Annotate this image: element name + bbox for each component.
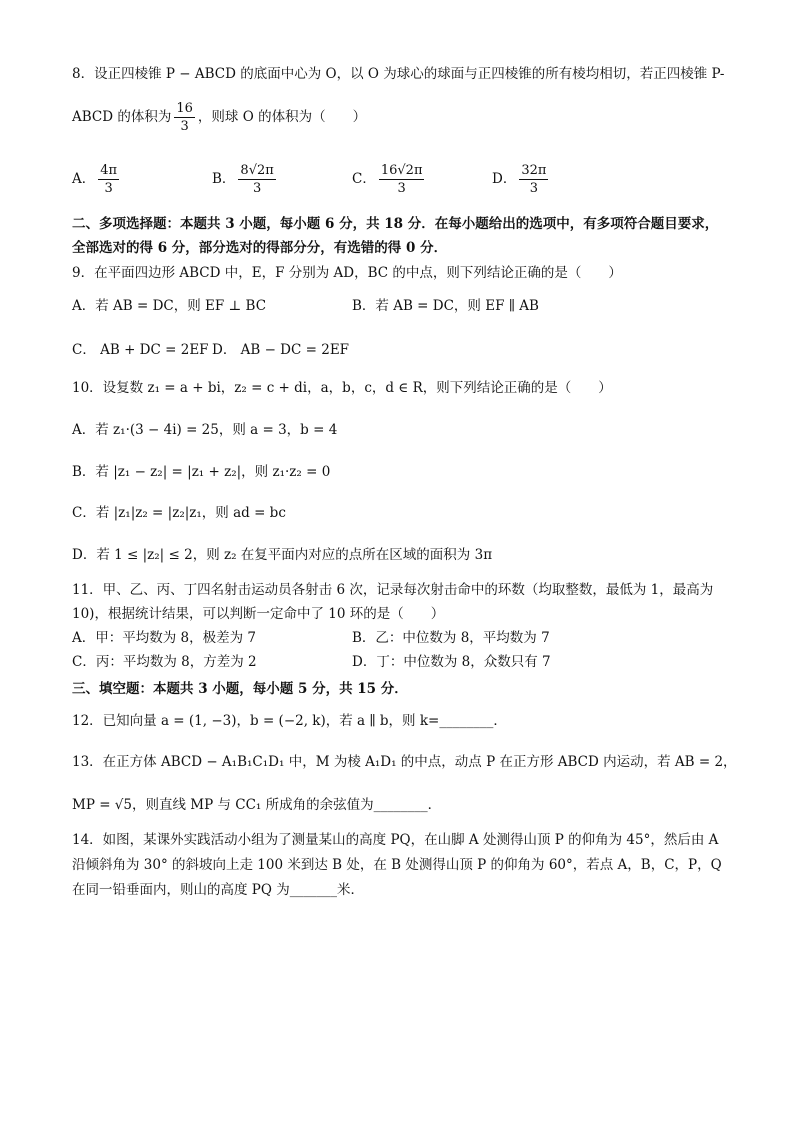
q13-stem-line2: MP = √5，则直线 MP 与 CC₁ 所成角的余弦值为________． — [72, 797, 442, 813]
q8-stem-suffix: ，则球 O 的体积为（ ） — [197, 109, 367, 125]
q8-option-d-denominator: 3 — [529, 181, 539, 196]
q8-option-c — [352, 162, 427, 197]
q10-option-b: B．若 |z₁ − z₂| = |z₁ + z₂|，则 z₁·z₂ = 0 — [72, 464, 331, 480]
q8-option-a-denominator: 3 — [104, 181, 113, 196]
q11-stem-line2: 10)，根据统计结果，可以判断一定命中了 10 环的是（ ） — [72, 606, 445, 622]
q8-option-c-numerator: 16√2π — [380, 163, 423, 178]
q14-stem-line3: 在同一铅垂面内，则山的高度 PQ 为_______米． — [72, 882, 364, 898]
q8-option-b — [212, 162, 279, 197]
section-2-heading-line1: 二、多项选择题：本题共 3 小题，每小题 6 分，共 18 分．在每小题给出的选项中，有多项符合题目要求， — [72, 216, 719, 232]
q8-option-d-label: D． — [492, 171, 517, 187]
q9-option-c: C． AB + DC = 2EF — [72, 342, 209, 358]
q11-option-c: C．丙：平均数为 8，方差为 2 — [72, 654, 257, 670]
q10-option-c: C．若 |z₁|z₂ = |z₂|z₁，则 ad = bc — [72, 505, 286, 521]
q8-volume-numerator: 16 — [176, 101, 193, 116]
q11-option-d: D．丁：中位数为 8，众数只有 7 — [352, 654, 551, 670]
q8-option-c-label: C． — [352, 171, 376, 187]
q8-option-a-label: A． — [72, 171, 96, 187]
q9-option-d: D． AB − DC = 2EF — [212, 342, 350, 358]
q8-option-c-denominator: 3 — [397, 181, 406, 196]
q14-stem-line2: 沿倾斜角为 30° 的斜坡向上走 100 米到达 B 处，在 B 处测得山顶 P 的仰角为 60°，若点 A，B，C，P，Q — [72, 857, 722, 873]
q10-option-a: A．若 z₁·(3 − 4i) = 25，则 a = 3，b = 4 — [72, 422, 338, 438]
section-3-heading: 三、填空题：本题共 3 小题，每小题 5 分，共 15 分． — [72, 681, 408, 697]
q10-stem: 10．设复数 z₁ = a + bi，z₂ = c + di，a，b，c，d ∈ R，则下列结论正确的是（ ） — [72, 380, 612, 396]
q9-option-a: A．若 AB = DC，则 EF ⊥ BC — [72, 298, 267, 314]
q9-stem: 9．在平面四边形 ABCD 中，E，F 分别为 AD，BC 的中点，则下列结论正确的是（ ） — [72, 265, 622, 281]
q8-option-b-label: B． — [212, 171, 236, 187]
q8-option-b-numerator: 8√2π — [240, 163, 274, 178]
q11-stem-line1: 11．甲、乙、丙、丁四名射击运动员各射击 6 次，记录每次射击命中的环数（均取整数，最低为 1，最高为 — [72, 582, 714, 598]
q9-option-b: B．若 AB = DC，则 EF ∥ AB — [352, 298, 539, 314]
q8-option-a-numerator: 4π — [100, 163, 118, 178]
q8-volume-fraction — [174, 100, 195, 135]
q8-volume-denominator: 3 — [180, 119, 189, 134]
q11-option-a: A．甲：平均数为 8，极差为 7 — [72, 630, 257, 646]
q8-stem-line1: 8．设正四棱锥 P − ABCD 的底面中心为 O，以 O 为球心的球面与正四棱锥的所有棱均相切，若正四棱锥 P- — [72, 66, 725, 82]
q8-option-b-denominator: 3 — [252, 181, 262, 196]
q8-stem-prefix: ABCD 的体积为 — [72, 109, 172, 125]
q11-option-b: B．乙：中位数为 8，平均数为 7 — [352, 630, 550, 646]
section-2-heading-line2: 全部选对的得 6 分，部分选对的得部分分，有选错的得 0 分． — [72, 240, 448, 256]
q12-stem: 12．已知向量 a = (1, −3)，b = (−2, k)，若 a ∥ b，则 k=________． — [72, 713, 507, 729]
q8-option-d-numerator: 32π — [521, 163, 547, 178]
q8-option-a — [72, 162, 122, 197]
q13-stem-line1: 13．在正方体 ABCD − A₁B₁C₁D₁ 中，M 为棱 A₁D₁ 的中点，动点 P 在正方形 ABCD 内运动，若 AB = 2， — [72, 754, 737, 770]
q8-stem-line2 — [72, 100, 366, 135]
q10-option-d: D．若 1 ≤ |z₂| ≤ 2，则 z₂ 在复平面内对应的点所在区域的面积为 3π — [72, 547, 493, 563]
q8-option-d — [492, 162, 551, 197]
q14-stem-line1: 14．如图，某课外实践活动小组为了测量某山的高度 PQ，在山脚 A 处测得山顶 P 的仰角为 45°，然后由 A — [72, 832, 719, 848]
